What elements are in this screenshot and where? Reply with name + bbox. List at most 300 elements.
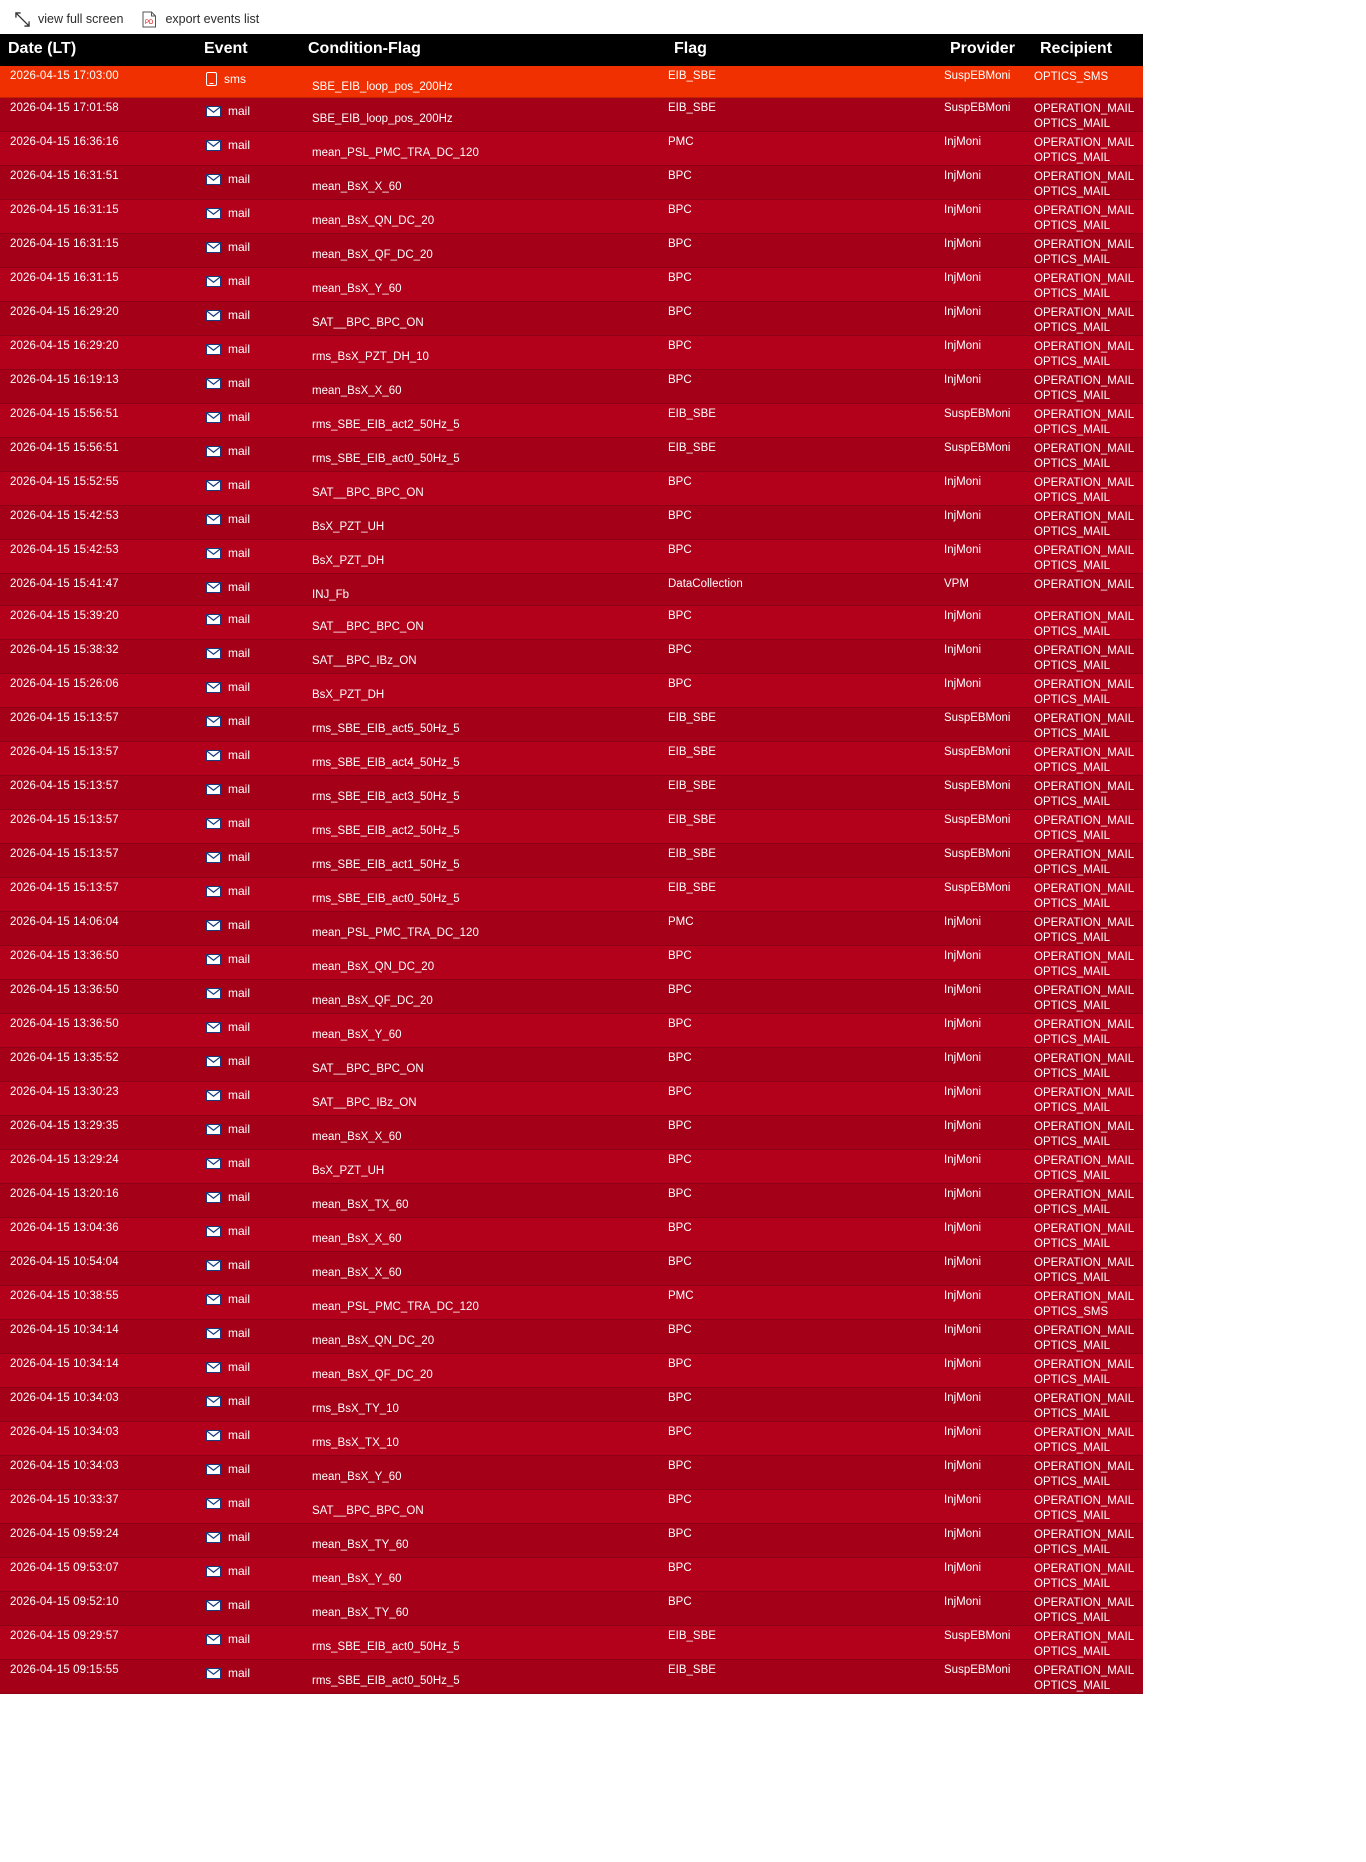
table-row[interactable] xyxy=(0,1320,1143,1354)
table-row[interactable] xyxy=(0,506,1143,540)
cell-condition-flag[interactable]: mean_BsX_Y_60 xyxy=(300,1014,666,1048)
cell-event[interactable] xyxy=(196,200,300,234)
cell-condition-flag[interactable]: mean_BsX_X_60 xyxy=(300,1116,666,1150)
table-row[interactable] xyxy=(0,98,1143,132)
recipient-line: OPERATION_MAIL xyxy=(1034,341,1135,353)
cell-event[interactable] xyxy=(196,810,300,844)
cell-recipient xyxy=(1032,1558,1143,1592)
mail-icon xyxy=(206,784,221,795)
recipient-line: OPTICS_MAIL xyxy=(1034,1611,1111,1624)
cell-condition-flag[interactable]: BsX_PZT_UH xyxy=(300,506,666,540)
event-type-label: mail xyxy=(228,1462,251,1476)
recipient-line: OPERATION_MAIL xyxy=(1034,443,1135,455)
cell-condition-flag[interactable]: rms_BsX_PZT_DH_10 xyxy=(300,336,666,370)
event-type-label: mail xyxy=(228,1088,251,1102)
cell-flag: BPC xyxy=(666,1184,942,1218)
cell-recipient xyxy=(1032,1524,1143,1558)
cell-condition-flag[interactable]: mean_BsX_TY_60 xyxy=(300,1524,666,1558)
recipient-line: OPERATION_MAIL xyxy=(1034,1189,1135,1201)
cell-date: 2026-04-15 15:26:06 xyxy=(0,674,196,708)
recipient-line: OPTICS_SMS xyxy=(1034,1305,1109,1318)
table-row[interactable] xyxy=(0,1660,1143,1694)
cell-condition-flag[interactable]: BsX_PZT_DH xyxy=(300,674,666,708)
cell-date: 2026-04-15 15:39:20 xyxy=(0,606,196,640)
cell-provider: InjMoni xyxy=(942,1048,1032,1082)
cell-flag: BPC xyxy=(666,234,942,268)
cell-event[interactable] xyxy=(196,66,300,98)
cell-flag: BPC xyxy=(666,200,942,234)
table-row[interactable] xyxy=(0,1524,1143,1558)
cell-event[interactable] xyxy=(196,1116,300,1150)
table-row[interactable] xyxy=(0,1592,1143,1626)
table-row[interactable] xyxy=(0,302,1143,336)
cell-condition-flag[interactable]: SAT__BPC_BPC_ON xyxy=(300,472,666,506)
cell-condition-flag[interactable]: mean_BsX_X_60 xyxy=(300,166,666,200)
table-row[interactable] xyxy=(0,336,1143,370)
cell-date: 2026-04-15 16:31:15 xyxy=(0,234,196,268)
mail-icon xyxy=(206,1090,221,1101)
recipient-line: OPERATION_MAIL xyxy=(1034,409,1135,421)
cell-provider: SuspEBMoni xyxy=(942,1626,1032,1660)
table-row[interactable] xyxy=(0,404,1143,438)
recipient-line: OPTICS_MAIL xyxy=(1034,897,1111,910)
event-type-label: mail xyxy=(228,376,251,390)
event-type-label: sms xyxy=(224,72,246,86)
cell-condition-flag[interactable]: mean_BsX_X_60 xyxy=(300,1218,666,1252)
cell-recipient xyxy=(1032,1014,1143,1048)
cell-event[interactable] xyxy=(196,1048,300,1082)
cell-event[interactable] xyxy=(196,1490,300,1524)
table-row[interactable] xyxy=(0,1388,1143,1422)
table-row[interactable] xyxy=(0,1014,1143,1048)
cell-event[interactable] xyxy=(196,776,300,810)
cell-provider: SuspEBMoni xyxy=(942,438,1032,472)
recipient-line: OPERATION_MAIL xyxy=(1034,883,1135,895)
cell-condition-flag[interactable]: mean_BsX_QF_DC_20 xyxy=(300,980,666,1014)
mail-icon xyxy=(206,852,221,863)
table-row[interactable] xyxy=(0,810,1143,844)
view-full-screen-button[interactable] xyxy=(14,11,123,28)
recipient-line: OPERATION_MAIL xyxy=(1034,985,1135,997)
cell-event[interactable] xyxy=(196,1320,300,1354)
cell-event[interactable] xyxy=(196,1558,300,1592)
event-type-label: mail xyxy=(228,478,251,492)
cell-event[interactable] xyxy=(196,606,300,640)
table-row[interactable] xyxy=(0,946,1143,980)
event-type-label: mail xyxy=(228,1496,251,1510)
cell-date: 2026-04-15 16:29:20 xyxy=(0,336,196,370)
cell-event[interactable] xyxy=(196,1014,300,1048)
cell-event[interactable] xyxy=(196,404,300,438)
event-type-label: mail xyxy=(228,1598,251,1612)
cell-event[interactable] xyxy=(196,1184,300,1218)
table-row[interactable] xyxy=(0,268,1143,302)
cell-date: 2026-04-15 16:31:15 xyxy=(0,268,196,302)
cell-condition-flag[interactable]: mean_BsX_X_60 xyxy=(300,1252,666,1286)
event-type-label: mail xyxy=(228,1530,251,1544)
event-type-label: mail xyxy=(228,816,251,830)
cell-date: 2026-04-15 16:31:15 xyxy=(0,200,196,234)
table-row[interactable] xyxy=(0,1286,1143,1320)
cell-flag: BPC xyxy=(666,1150,942,1184)
table-row[interactable] xyxy=(0,66,1143,98)
table-row[interactable] xyxy=(0,640,1143,674)
cell-recipient xyxy=(1032,472,1143,506)
cell-provider: InjMoni xyxy=(942,166,1032,200)
cell-condition-flag[interactable]: mean_BsX_QF_DC_20 xyxy=(300,234,666,268)
cell-condition-flag[interactable]: rms_SBE_EIB_act3_50Hz_5 xyxy=(300,776,666,810)
table-row[interactable] xyxy=(0,1048,1143,1082)
table-row[interactable] xyxy=(0,1184,1143,1218)
cell-date: 2026-04-15 13:20:16 xyxy=(0,1184,196,1218)
cell-condition-flag[interactable]: SBE_EIB_loop_pos_200Hz xyxy=(300,66,666,98)
cell-date: 2026-04-15 15:13:57 xyxy=(0,844,196,878)
table-header-row xyxy=(0,34,1143,66)
mail-icon xyxy=(206,582,221,593)
cell-condition-flag[interactable]: mean_PSL_PMC_TRA_DC_120 xyxy=(300,912,666,946)
cell-event[interactable] xyxy=(196,540,300,574)
cell-event[interactable] xyxy=(196,472,300,506)
cell-recipient xyxy=(1032,1252,1143,1286)
cell-event[interactable] xyxy=(196,1592,300,1626)
column-header-date[interactable]: Date (LT) xyxy=(0,34,196,66)
cell-provider: InjMoni xyxy=(942,472,1032,506)
cell-condition-flag[interactable]: SAT__BPC_IBz_ON xyxy=(300,1082,666,1116)
cell-event[interactable] xyxy=(196,166,300,200)
events-table-body xyxy=(0,66,1143,1694)
cell-provider: InjMoni xyxy=(942,302,1032,336)
table-row[interactable] xyxy=(0,1422,1143,1456)
cell-event[interactable] xyxy=(196,132,300,166)
table-row[interactable] xyxy=(0,1150,1143,1184)
recipient-line: OPERATION_MAIL xyxy=(1034,1223,1135,1235)
cell-date: 2026-04-15 09:59:24 xyxy=(0,1524,196,1558)
cell-flag: BPC xyxy=(666,1422,942,1456)
cell-recipient xyxy=(1032,1184,1143,1218)
mail-icon xyxy=(206,1634,221,1645)
cell-event[interactable] xyxy=(196,370,300,404)
cell-condition-flag[interactable]: mean_BsX_Y_60 xyxy=(300,1558,666,1592)
cell-condition-flag[interactable]: rms_SBE_EIB_act5_50Hz_5 xyxy=(300,708,666,742)
recipient-line: OPERATION_MAIL xyxy=(1034,103,1135,115)
table-row[interactable] xyxy=(0,166,1143,200)
recipient-line: OPTICS_MAIL xyxy=(1034,1169,1111,1182)
cell-condition-flag[interactable]: rms_SBE_EIB_act2_50Hz_5 xyxy=(300,810,666,844)
cell-recipient xyxy=(1032,1218,1143,1252)
cell-date: 2026-04-15 17:01:58 xyxy=(0,98,196,132)
table-row[interactable] xyxy=(0,574,1143,606)
cell-condition-flag[interactable]: mean_BsX_Y_60 xyxy=(300,1456,666,1490)
cell-provider: InjMoni xyxy=(942,336,1032,370)
event-type-label: mail xyxy=(228,782,251,796)
table-row[interactable] xyxy=(0,1456,1143,1490)
cell-date: 2026-04-15 10:34:14 xyxy=(0,1354,196,1388)
cell-provider: InjMoni xyxy=(942,1524,1032,1558)
cell-event[interactable] xyxy=(196,336,300,370)
cell-event[interactable] xyxy=(196,708,300,742)
cell-recipient xyxy=(1032,1354,1143,1388)
event-type-label: mail xyxy=(228,206,251,220)
cell-date: 2026-04-15 13:36:50 xyxy=(0,980,196,1014)
mail-icon xyxy=(206,1124,221,1135)
recipient-line: OPERATION_MAIL xyxy=(1034,511,1135,523)
cell-date: 2026-04-15 10:54:04 xyxy=(0,1252,196,1286)
cell-recipient xyxy=(1032,1456,1143,1490)
cell-event[interactable] xyxy=(196,268,300,302)
cell-flag: BPC xyxy=(666,472,942,506)
cell-date: 2026-04-15 10:34:03 xyxy=(0,1456,196,1490)
mail-icon xyxy=(206,954,221,965)
recipient-line: OPTICS_MAIL xyxy=(1034,185,1111,198)
cell-condition-flag[interactable]: rms_SBE_EIB_act0_50Hz_5 xyxy=(300,878,666,912)
cell-provider: InjMoni xyxy=(942,1558,1032,1592)
cell-provider: SuspEBMoni xyxy=(942,742,1032,776)
cell-date: 2026-04-15 13:29:35 xyxy=(0,1116,196,1150)
cell-event[interactable] xyxy=(196,1524,300,1558)
cell-event[interactable] xyxy=(196,98,300,132)
cell-condition-flag[interactable]: SAT__BPC_IBz_ON xyxy=(300,640,666,674)
cell-recipient xyxy=(1032,540,1143,574)
cell-condition-flag[interactable]: SAT__BPC_BPC_ON xyxy=(300,302,666,336)
recipient-line: OPERATION_MAIL xyxy=(1034,273,1135,285)
event-type-label: mail xyxy=(228,952,251,966)
cell-event[interactable] xyxy=(196,1150,300,1184)
cell-condition-flag[interactable]: rms_BsX_TX_10 xyxy=(300,1422,666,1456)
cell-condition-flag[interactable]: mean_BsX_QF_DC_20 xyxy=(300,1354,666,1388)
cell-date: 2026-04-15 13:29:24 xyxy=(0,1150,196,1184)
table-row[interactable] xyxy=(0,1082,1143,1116)
cell-condition-flag[interactable]: mean_BsX_QN_DC_20 xyxy=(300,1320,666,1354)
recipient-line: OPTICS_MAIL xyxy=(1034,727,1111,740)
export-events-list-button[interactable] xyxy=(141,11,259,28)
event-type-label: mail xyxy=(228,138,251,152)
cell-event[interactable] xyxy=(196,1082,300,1116)
mail-icon xyxy=(206,1260,221,1271)
recipient-line: OPTICS_MAIL xyxy=(1034,761,1111,774)
recipient-line: OPTICS_MAIL xyxy=(1034,389,1111,402)
cell-event[interactable] xyxy=(196,1422,300,1456)
recipient-line: OPERATION_MAIL xyxy=(1034,307,1135,319)
cell-event[interactable] xyxy=(196,1456,300,1490)
cell-event[interactable] xyxy=(196,1218,300,1252)
cell-condition-flag[interactable]: mean_PSL_PMC_TRA_DC_120 xyxy=(300,1286,666,1320)
table-row[interactable] xyxy=(0,742,1143,776)
cell-condition-flag[interactable]: rms_SBE_EIB_act0_50Hz_5 xyxy=(300,438,666,472)
cell-recipient xyxy=(1032,1490,1143,1524)
mail-icon xyxy=(206,818,221,829)
column-header-recipient[interactable]: Recipient xyxy=(1032,34,1143,66)
cell-provider: SuspEBMoni xyxy=(942,1660,1032,1694)
cell-date: 2026-04-15 15:56:51 xyxy=(0,404,196,438)
cell-condition-flag[interactable]: mean_BsX_X_60 xyxy=(300,370,666,404)
cell-condition-flag[interactable]: mean_BsX_TX_60 xyxy=(300,1184,666,1218)
table-row[interactable] xyxy=(0,132,1143,166)
recipient-line: OPTICS_MAIL xyxy=(1034,795,1111,808)
event-type-label: mail xyxy=(228,410,251,424)
table-row[interactable] xyxy=(0,1626,1143,1660)
event-type-label: mail xyxy=(228,748,251,762)
cell-event[interactable] xyxy=(196,1660,300,1694)
mail-icon xyxy=(206,1430,221,1441)
cell-condition-flag[interactable]: rms_SBE_EIB_act4_50Hz_5 xyxy=(300,742,666,776)
cell-condition-flag[interactable]: SBE_EIB_loop_pos_200Hz xyxy=(300,98,666,132)
cell-provider: InjMoni xyxy=(942,946,1032,980)
cell-provider: InjMoni xyxy=(942,912,1032,946)
cell-event[interactable] xyxy=(196,1286,300,1320)
table-row[interactable] xyxy=(0,606,1143,640)
mail-icon xyxy=(206,1396,221,1407)
cell-event[interactable] xyxy=(196,1252,300,1286)
cell-date: 2026-04-15 16:36:16 xyxy=(0,132,196,166)
cell-condition-flag[interactable]: SAT__BPC_BPC_ON xyxy=(300,606,666,640)
mail-icon xyxy=(206,446,221,457)
cell-condition-flag[interactable]: rms_SBE_EIB_act1_50Hz_5 xyxy=(300,844,666,878)
cell-condition-flag[interactable]: mean_PSL_PMC_TRA_DC_120 xyxy=(300,132,666,166)
table-row[interactable] xyxy=(0,708,1143,742)
recipient-line: OPTICS_MAIL xyxy=(1034,1679,1111,1692)
cell-condition-flag[interactable]: BsX_PZT_UH xyxy=(300,1150,666,1184)
cell-event[interactable] xyxy=(196,438,300,472)
cell-provider: InjMoni xyxy=(942,1014,1032,1048)
cell-condition-flag[interactable]: INJ_Fb xyxy=(300,574,666,606)
table-row[interactable] xyxy=(0,1354,1143,1388)
cell-event[interactable] xyxy=(196,640,300,674)
table-row[interactable] xyxy=(0,472,1143,506)
mail-icon xyxy=(206,1294,221,1305)
cell-condition-flag[interactable]: mean_BsX_TY_60 xyxy=(300,1592,666,1626)
cell-condition-flag[interactable]: rms_SBE_EIB_act0_50Hz_5 xyxy=(300,1660,666,1694)
recipient-line: OPERATION_MAIL xyxy=(1034,545,1135,557)
mail-icon xyxy=(206,1362,221,1373)
cell-event[interactable] xyxy=(196,574,300,606)
cell-flag: PMC xyxy=(666,1286,942,1320)
recipient-line: OPTICS_MAIL xyxy=(1034,1441,1111,1454)
cell-provider: InjMoni xyxy=(942,606,1032,640)
table-row[interactable] xyxy=(0,674,1143,708)
column-header-event[interactable]: Event xyxy=(196,34,300,66)
recipient-line: OPERATION_MAIL xyxy=(1034,579,1135,591)
event-type-label: mail xyxy=(228,580,251,594)
recipient-line: OPTICS_MAIL xyxy=(1034,659,1111,672)
column-header-condition-flag[interactable]: Condition-Flag xyxy=(300,34,666,66)
cell-date: 2026-04-15 09:29:57 xyxy=(0,1626,196,1660)
cell-event[interactable] xyxy=(196,506,300,540)
event-type-label: mail xyxy=(228,850,251,864)
mail-icon xyxy=(206,412,221,423)
cell-event[interactable] xyxy=(196,1626,300,1660)
recipient-line: OPTICS_MAIL xyxy=(1034,1509,1111,1522)
cell-event[interactable] xyxy=(196,844,300,878)
recipient-line: OPTICS_MAIL xyxy=(1034,151,1111,164)
cell-flag: EIB_SBE xyxy=(666,1660,942,1694)
cell-provider: InjMoni xyxy=(942,1150,1032,1184)
table-row[interactable] xyxy=(0,200,1143,234)
cell-provider: InjMoni xyxy=(942,980,1032,1014)
table-row[interactable] xyxy=(0,540,1143,574)
cell-recipient xyxy=(1032,336,1143,370)
event-type-label: mail xyxy=(228,342,251,356)
cell-date: 2026-04-15 15:56:51 xyxy=(0,438,196,472)
mail-icon xyxy=(206,378,221,389)
cell-condition-flag[interactable]: BsX_PZT_DH xyxy=(300,540,666,574)
event-type-label: mail xyxy=(228,512,251,526)
mail-icon xyxy=(206,548,221,559)
cell-event[interactable] xyxy=(196,234,300,268)
recipient-line: OPERATION_MAIL xyxy=(1034,747,1135,759)
recipient-line: OPERATION_MAIL xyxy=(1034,1257,1135,1269)
cell-condition-flag[interactable]: SAT__BPC_BPC_ON xyxy=(300,1490,666,1524)
cell-provider: InjMoni xyxy=(942,506,1032,540)
table-row[interactable] xyxy=(0,878,1143,912)
table-row[interactable] xyxy=(0,1116,1143,1150)
table-row[interactable] xyxy=(0,1490,1143,1524)
cell-date: 2026-04-15 10:34:03 xyxy=(0,1388,196,1422)
event-type-label: mail xyxy=(228,1156,251,1170)
table-row[interactable] xyxy=(0,1558,1143,1592)
cell-event[interactable] xyxy=(196,674,300,708)
cell-recipient xyxy=(1032,1660,1143,1694)
cell-event[interactable] xyxy=(196,302,300,336)
event-type-label: mail xyxy=(228,1666,251,1680)
mail-icon xyxy=(206,1226,221,1237)
column-header-flag[interactable]: Flag xyxy=(666,34,942,66)
recipient-line: OPTICS_MAIL xyxy=(1034,287,1111,300)
cell-condition-flag[interactable]: SAT__BPC_BPC_ON xyxy=(300,1048,666,1082)
table-row[interactable] xyxy=(0,1252,1143,1286)
recipient-line: OPTICS_MAIL xyxy=(1034,1101,1111,1114)
cell-date: 2026-04-15 15:13:57 xyxy=(0,776,196,810)
table-row[interactable] xyxy=(0,980,1143,1014)
table-row[interactable] xyxy=(0,438,1143,472)
cell-recipient xyxy=(1032,1320,1143,1354)
table-row[interactable] xyxy=(0,370,1143,404)
table-row[interactable] xyxy=(0,912,1143,946)
cell-recipient xyxy=(1032,708,1143,742)
cell-event[interactable] xyxy=(196,912,300,946)
cell-provider: InjMoni xyxy=(942,1184,1032,1218)
table-row[interactable] xyxy=(0,844,1143,878)
cell-condition-flag[interactable]: rms_SBE_EIB_act0_50Hz_5 xyxy=(300,1626,666,1660)
cell-provider: SuspEBMoni xyxy=(942,878,1032,912)
cell-event[interactable] xyxy=(196,1354,300,1388)
cell-event[interactable] xyxy=(196,878,300,912)
cell-event[interactable] xyxy=(196,1388,300,1422)
cell-provider: SuspEBMoni xyxy=(942,404,1032,438)
cell-provider: InjMoni xyxy=(942,1286,1032,1320)
table-row[interactable] xyxy=(0,776,1143,810)
cell-event[interactable] xyxy=(196,980,300,1014)
mail-icon xyxy=(206,1022,221,1033)
column-header-provider[interactable]: Provider xyxy=(942,34,1032,66)
table-row[interactable] xyxy=(0,234,1143,268)
event-type-label: mail xyxy=(228,1360,251,1374)
cell-provider: InjMoni xyxy=(942,1388,1032,1422)
cell-condition-flag[interactable]: mean_BsX_QN_DC_20 xyxy=(300,946,666,980)
cell-flag: EIB_SBE xyxy=(666,844,942,878)
cell-flag: EIB_SBE xyxy=(666,742,942,776)
cell-event[interactable] xyxy=(196,946,300,980)
recipient-line: OPERATION_MAIL xyxy=(1034,1495,1135,1507)
cell-recipient xyxy=(1032,776,1143,810)
cell-condition-flag[interactable]: mean_BsX_QN_DC_20 xyxy=(300,200,666,234)
cell-condition-flag[interactable]: mean_BsX_Y_60 xyxy=(300,268,666,302)
cell-flag: BPC xyxy=(666,1082,942,1116)
cell-condition-flag[interactable]: rms_BsX_TY_10 xyxy=(300,1388,666,1422)
table-row[interactable] xyxy=(0,1218,1143,1252)
cell-condition-flag[interactable]: rms_SBE_EIB_act2_50Hz_5 xyxy=(300,404,666,438)
cell-recipient xyxy=(1032,1082,1143,1116)
cell-event[interactable] xyxy=(196,742,300,776)
